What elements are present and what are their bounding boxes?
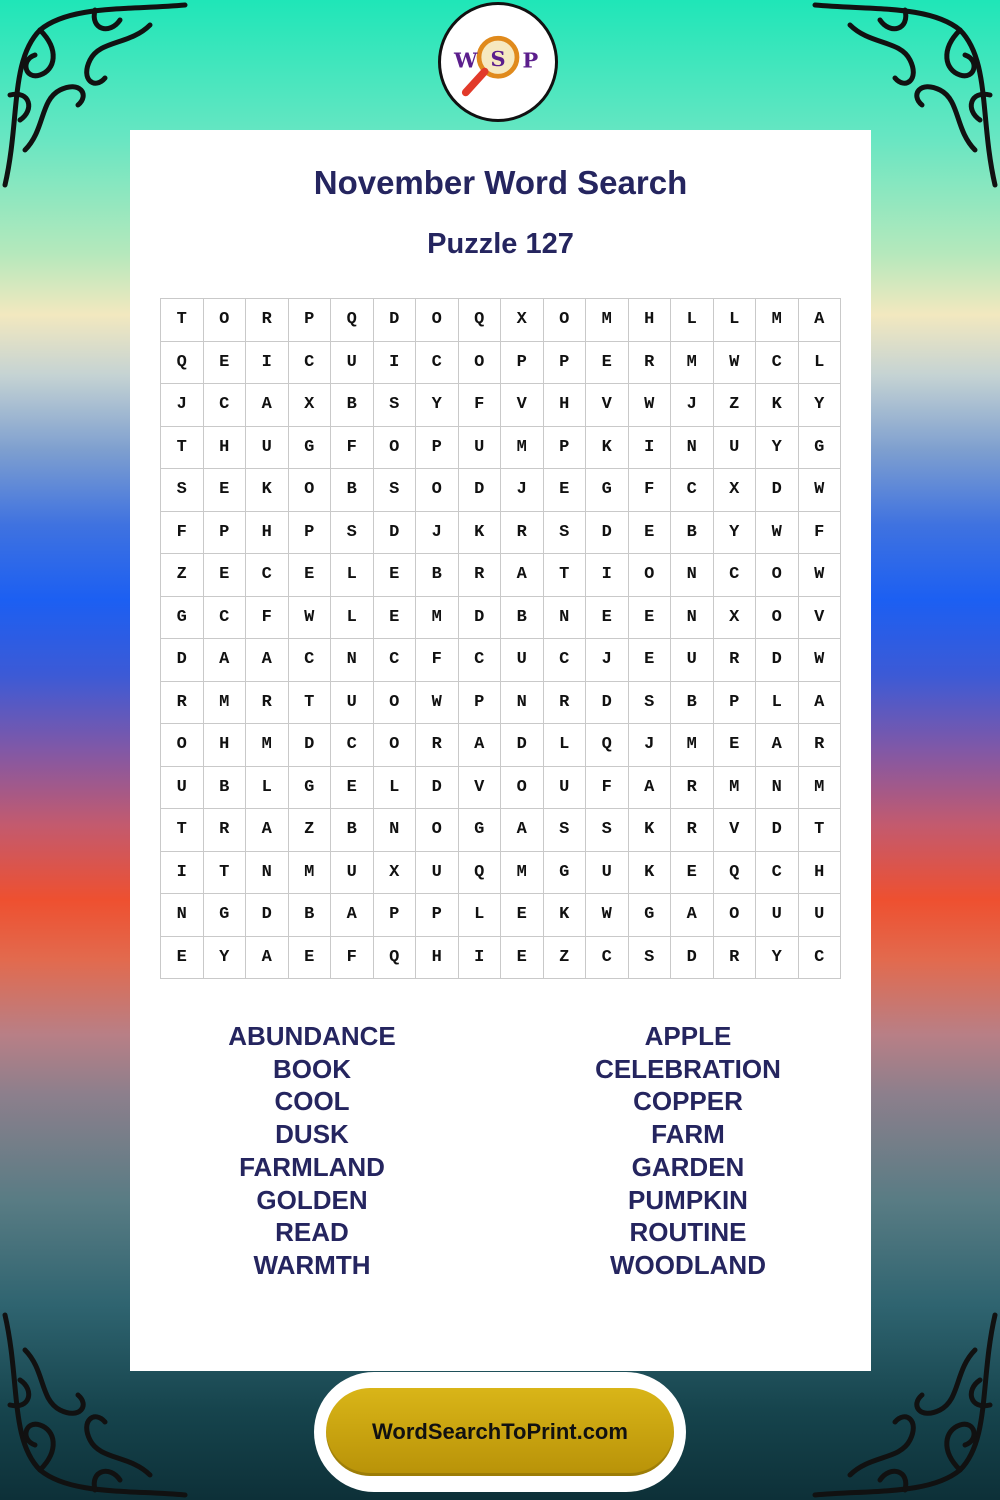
grid-cell[interactable]: B [671,512,714,555]
grid-cell[interactable]: K [459,512,502,555]
grid-cell[interactable]: U [459,427,502,470]
grid-cell[interactable]: W [416,682,459,725]
grid-cell[interactable]: I [629,427,672,470]
letter-grid [160,298,841,979]
word-list-item: DUSK [275,1119,349,1150]
grid-cell[interactable]: U [331,852,374,895]
grid-cell[interactable]: C [756,342,799,385]
grid-cell[interactable]: J [501,469,544,512]
grid-cell[interactable]: Q [459,299,502,342]
word-list-item: GARDEN [631,1151,745,1182]
grid-cell[interactable]: U [586,852,629,895]
grid-cell[interactable]: D [374,512,417,555]
grid-cell[interactable]: L [331,554,374,597]
grid-cell[interactable]: R [204,809,247,852]
grid-cell[interactable]: N [246,852,289,895]
grid-cell[interactable]: E [544,469,587,512]
grid-cell[interactable]: M [289,852,332,895]
grid-cell[interactable]: T [161,299,204,342]
grid-cell[interactable]: G [289,767,332,810]
grid-cell[interactable]: S [629,937,672,980]
grid-cell[interactable]: U [756,894,799,937]
grid-cell[interactable]: L [799,342,842,385]
grid-cell[interactable]: S [544,512,587,555]
grid-cell[interactable]: V [586,384,629,427]
grid-cell[interactable]: S [586,809,629,852]
grid-cell[interactable]: Z [544,937,587,980]
grid-cell[interactable]: M [416,597,459,640]
grid-cell[interactable]: O [416,469,459,512]
grid-cell[interactable]: B [331,809,374,852]
grid-cell[interactable]: E [204,342,247,385]
grid-cell[interactable]: Y [714,512,757,555]
grid-cell[interactable]: Y [756,427,799,470]
grid-cell[interactable]: A [459,724,502,767]
grid-cell[interactable]: S [544,809,587,852]
grid-cell[interactable]: U [501,639,544,682]
grid-cell[interactable]: B [501,597,544,640]
grid-cell[interactable]: D [161,639,204,682]
grid-cell[interactable]: E [629,597,672,640]
grid-cell[interactable]: X [374,852,417,895]
grid-cell[interactable]: C [756,852,799,895]
grid-cell[interactable]: C [289,342,332,385]
grid-cell[interactable]: P [416,427,459,470]
grid-cell[interactable]: F [416,639,459,682]
grid-cell[interactable]: X [714,469,757,512]
grid-cell[interactable]: M [756,299,799,342]
grid-cell[interactable]: A [246,809,289,852]
grid-cell[interactable]: K [246,469,289,512]
grid-cell[interactable]: A [246,384,289,427]
grid-cell[interactable]: G [289,427,332,470]
grid-cell[interactable]: U [544,767,587,810]
grid-cell[interactable]: J [161,384,204,427]
grid-cell[interactable]: I [459,937,502,980]
grid-cell[interactable]: G [459,809,502,852]
grid-cell[interactable]: B [289,894,332,937]
grid-cell[interactable]: S [374,384,417,427]
word-list-item: WOODLAND [610,1249,766,1280]
grid-cell[interactable]: A [331,894,374,937]
word-list-right [538,1020,838,1282]
grid-cell[interactable]: E [374,597,417,640]
grid-cell[interactable]: J [671,384,714,427]
grid-cell[interactable]: D [459,469,502,512]
word-list-item: BOOK [273,1053,351,1084]
grid-cell[interactable]: L [459,894,502,937]
grid-cell[interactable]: D [756,809,799,852]
grid-cell[interactable]: M [671,342,714,385]
grid-cell[interactable]: A [799,682,842,725]
grid-cell[interactable]: M [799,767,842,810]
grid-cell[interactable]: E [161,937,204,980]
grid-cell[interactable]: F [459,384,502,427]
grid-cell[interactable]: C [289,639,332,682]
grid-cell[interactable]: G [204,894,247,937]
grid-cell[interactable]: E [714,724,757,767]
grid-cell[interactable]: K [629,809,672,852]
grid-cell[interactable]: Z [714,384,757,427]
logo-letter-p: P [522,47,539,73]
grid-cell[interactable]: W [799,469,842,512]
grid-cell[interactable]: H [629,299,672,342]
grid-cell[interactable]: T [289,682,332,725]
grid-cell[interactable]: C [246,554,289,597]
grid-cell[interactable]: C [374,639,417,682]
grid-cell[interactable]: E [629,512,672,555]
grid-cell[interactable]: W [799,639,842,682]
site-badge [314,1372,686,1492]
grid-cell[interactable]: I [246,342,289,385]
grid-cell[interactable]: X [714,597,757,640]
grid-cell[interactable]: N [374,809,417,852]
grid-cell[interactable]: A [799,299,842,342]
grid-cell[interactable]: Y [204,937,247,980]
grid-cell[interactable]: H [799,852,842,895]
grid-cell[interactable]: H [246,512,289,555]
grid-cell[interactable]: W [586,894,629,937]
grid-cell[interactable]: C [416,342,459,385]
grid-cell[interactable]: C [544,639,587,682]
grid-cell[interactable]: L [544,724,587,767]
grid-cell[interactable]: G [161,597,204,640]
grid-cell[interactable]: U [161,767,204,810]
grid-cell[interactable]: W [714,342,757,385]
grid-cell[interactable]: F [246,597,289,640]
grid-cell[interactable]: F [331,427,374,470]
grid-cell[interactable]: N [331,639,374,682]
grid-cell[interactable]: U [671,639,714,682]
grid-cell[interactable]: M [501,852,544,895]
grid-cell[interactable]: R [671,767,714,810]
grid-cell[interactable]: B [331,384,374,427]
grid-cell[interactable]: O [544,299,587,342]
grid-cell[interactable]: P [289,512,332,555]
grid-cell[interactable]: A [501,809,544,852]
grid-cell[interactable]: D [671,937,714,980]
grid-cell[interactable]: D [459,597,502,640]
grid-cell[interactable]: O [374,724,417,767]
grid-cell[interactable]: B [671,682,714,725]
grid-cell[interactable]: Z [289,809,332,852]
grid-cell[interactable]: R [161,682,204,725]
puzzle-panel [130,130,871,1371]
grid-cell[interactable]: R [459,554,502,597]
grid-cell[interactable]: E [501,894,544,937]
grid-cell[interactable]: L [246,767,289,810]
grid-cell[interactable]: G [629,894,672,937]
grid-cell[interactable]: O [629,554,672,597]
grid-cell[interactable]: R [799,724,842,767]
word-list-item: ROUTINE [629,1217,747,1248]
grid-cell[interactable]: J [586,639,629,682]
grid-cell[interactable]: U [799,894,842,937]
word-list-item: CELEBRATION [595,1053,781,1084]
word-list-item: COOL [274,1086,350,1117]
grid-cell[interactable]: O [756,554,799,597]
grid-cell[interactable]: O [204,299,247,342]
grid-cell[interactable]: R [501,512,544,555]
grid-cell[interactable]: P [289,299,332,342]
grid-cell[interactable]: Q [459,852,502,895]
grid-cell[interactable]: X [289,384,332,427]
grid-cell[interactable]: K [586,427,629,470]
grid-cell[interactable]: Y [799,384,842,427]
grid-cell[interactable]: F [799,512,842,555]
grid-cell[interactable]: D [586,512,629,555]
grid-cell[interactable]: M [671,724,714,767]
grid-cell[interactable]: E [586,597,629,640]
grid-cell[interactable]: W [289,597,332,640]
grid-cell[interactable]: R [629,342,672,385]
page-title: November Word Search [313,164,688,201]
grid-cell[interactable]: M [586,299,629,342]
word-list-item: APPLE [644,1021,732,1051]
grid-cell[interactable]: N [671,427,714,470]
grid-cell[interactable]: B [331,469,374,512]
grid-cell[interactable]: R [714,937,757,980]
grid-cell[interactable]: K [629,852,672,895]
grid-cell[interactable]: U [714,427,757,470]
word-list-item: COPPER [633,1086,743,1117]
grid-cell[interactable]: A [204,639,247,682]
grid-cell[interactable]: D [756,469,799,512]
grid-cell[interactable]: E [501,937,544,980]
grid-cell[interactable]: E [374,554,417,597]
grid-cell[interactable]: D [501,724,544,767]
grid-cell[interactable]: N [756,767,799,810]
grid-cell[interactable]: Q [161,342,204,385]
grid-cell[interactable]: S [629,682,672,725]
grid-cell[interactable]: U [331,682,374,725]
site-link-button[interactable] [326,1388,674,1476]
grid-cell[interactable]: C [586,937,629,980]
grid-cell[interactable]: S [331,512,374,555]
grid-cell[interactable]: C [714,554,757,597]
grid-cell[interactable]: F [586,767,629,810]
grid-cell[interactable]: O [416,809,459,852]
grid-cell[interactable]: C [671,469,714,512]
grid-cell[interactable]: H [416,937,459,980]
grid-cell[interactable]: Z [161,554,204,597]
grid-cell[interactable]: P [416,894,459,937]
grid-cell[interactable]: C [204,384,247,427]
grid-cell[interactable]: C [204,597,247,640]
grid-cell[interactable]: J [629,724,672,767]
grid-cell[interactable]: D [756,639,799,682]
grid-cell[interactable]: P [501,342,544,385]
grid-cell[interactable]: O [374,682,417,725]
grid-cell[interactable]: I [374,342,417,385]
grid-cell[interactable]: E [671,852,714,895]
grid-cell[interactable]: C [331,724,374,767]
grid-cell[interactable]: E [629,639,672,682]
grid-cell[interactable]: I [586,554,629,597]
grid-cell[interactable]: Y [416,384,459,427]
grid-cell[interactable]: R [714,639,757,682]
grid-cell[interactable]: U [416,852,459,895]
grid-cell[interactable]: K [756,384,799,427]
grid-cell[interactable]: H [204,724,247,767]
grid-cell[interactable]: R [671,809,714,852]
grid-cell[interactable]: O [289,469,332,512]
word-list-item: FARM [651,1119,725,1150]
grid-cell[interactable]: K [544,894,587,937]
grid-cell[interactable]: N [671,554,714,597]
grid-cell[interactable]: E [289,554,332,597]
grid-cell[interactable]: P [544,427,587,470]
word-list-left [162,1020,462,1282]
grid-cell[interactable]: H [544,384,587,427]
grid-cell[interactable]: X [501,299,544,342]
grid-cell[interactable]: A [671,894,714,937]
grid-cell[interactable]: E [331,767,374,810]
grid-cell[interactable]: O [459,342,502,385]
grid-cell[interactable]: R [246,682,289,725]
word-list-item: READ [275,1217,349,1248]
grid-cell[interactable]: W [629,384,672,427]
grid-cell[interactable]: A [756,724,799,767]
grid-cell[interactable]: T [544,554,587,597]
grid-cell[interactable]: T [799,809,842,852]
grid-cell[interactable]: G [544,852,587,895]
grid-cell[interactable]: P [714,682,757,725]
grid-cell[interactable]: E [204,554,247,597]
grid-cell[interactable]: Y [756,937,799,980]
grid-cell[interactable]: R [246,299,289,342]
grid-cell[interactable]: S [161,469,204,512]
grid-cell[interactable]: F [629,469,672,512]
grid-cell[interactable]: B [416,554,459,597]
grid-cell[interactable]: L [756,682,799,725]
grid-cell[interactable]: T [204,852,247,895]
grid-cell[interactable]: L [671,299,714,342]
grid-cell[interactable]: L [331,597,374,640]
grid-cell[interactable]: D [416,767,459,810]
grid-cell[interactable]: Q [331,299,374,342]
grid-cell[interactable]: S [374,469,417,512]
site-link-label: WordSearchToPrint.com [372,1419,628,1444]
grid-cell[interactable]: O [714,894,757,937]
grid-cell[interactable]: R [544,682,587,725]
grid-cell[interactable]: H [204,427,247,470]
word-list-item: FARMLAND [239,1151,385,1182]
grid-cell[interactable]: F [161,512,204,555]
grid-cell[interactable]: V [459,767,502,810]
grid-cell[interactable]: O [501,767,544,810]
grid-cell[interactable]: O [161,724,204,767]
grid-cell[interactable]: U [331,342,374,385]
grid-cell[interactable]: A [501,554,544,597]
grid-cell[interactable]: R [416,724,459,767]
word-list-item: PUMPKIN [628,1184,748,1215]
grid-cell[interactable]: M [246,724,289,767]
site-logo[interactable] [438,2,558,122]
grid-cell[interactable]: O [374,427,417,470]
grid-cell[interactable]: C [799,937,842,980]
grid-cell[interactable]: V [714,809,757,852]
grid-cell[interactable]: G [799,427,842,470]
grid-cell[interactable]: E [586,342,629,385]
grid-cell[interactable]: Q [374,937,417,980]
grid-cell[interactable]: Q [714,852,757,895]
grid-cell[interactable]: V [799,597,842,640]
grid-cell[interactable]: W [799,554,842,597]
grid-cell[interactable]: N [161,894,204,937]
puzzle-number: Puzzle 127 [427,228,574,260]
grid-cell[interactable]: E [204,469,247,512]
grid-cell[interactable]: C [459,639,502,682]
grid-cell[interactable]: O [756,597,799,640]
grid-cell[interactable]: N [501,682,544,725]
grid-cell[interactable]: U [246,427,289,470]
grid-cell[interactable]: P [204,512,247,555]
word-list-item: GOLDEN [256,1184,368,1215]
grid-cell[interactable]: P [459,682,502,725]
grid-cell[interactable]: W [756,512,799,555]
grid-cell[interactable]: D [246,894,289,937]
grid-cell[interactable]: M [714,767,757,810]
grid-cell[interactable]: E [289,937,332,980]
grid-cell[interactable]: A [246,937,289,980]
grid-cell[interactable]: A [246,639,289,682]
grid-cell[interactable]: P [544,342,587,385]
grid-cell[interactable]: N [671,597,714,640]
grid-cell[interactable]: T [161,427,204,470]
grid-cell[interactable]: A [629,767,672,810]
grid-cell[interactable]: Q [586,724,629,767]
grid-cell[interactable]: D [586,682,629,725]
grid-cell[interactable]: F [331,937,374,980]
word-list-item: WARMTH [253,1249,371,1280]
grid-cell[interactable]: L [374,767,417,810]
grid-cell[interactable]: M [204,682,247,725]
grid-cell[interactable]: D [289,724,332,767]
grid-cell[interactable]: N [544,597,587,640]
grid-cell[interactable]: I [161,852,204,895]
grid-cell[interactable]: O [416,299,459,342]
grid-cell[interactable]: J [416,512,459,555]
grid-cell[interactable]: M [501,427,544,470]
grid-cell[interactable]: V [501,384,544,427]
grid-cell[interactable]: B [204,767,247,810]
grid-cell[interactable]: D [374,299,417,342]
grid-cell[interactable]: L [714,299,757,342]
grid-cell[interactable]: P [374,894,417,937]
logo-letter-w: W [453,47,478,73]
grid-cell[interactable]: T [161,809,204,852]
word-list-item: ABUNDANCE [228,1021,396,1051]
logo-letter-s: S [490,45,506,71]
grid-cell[interactable]: G [586,469,629,512]
